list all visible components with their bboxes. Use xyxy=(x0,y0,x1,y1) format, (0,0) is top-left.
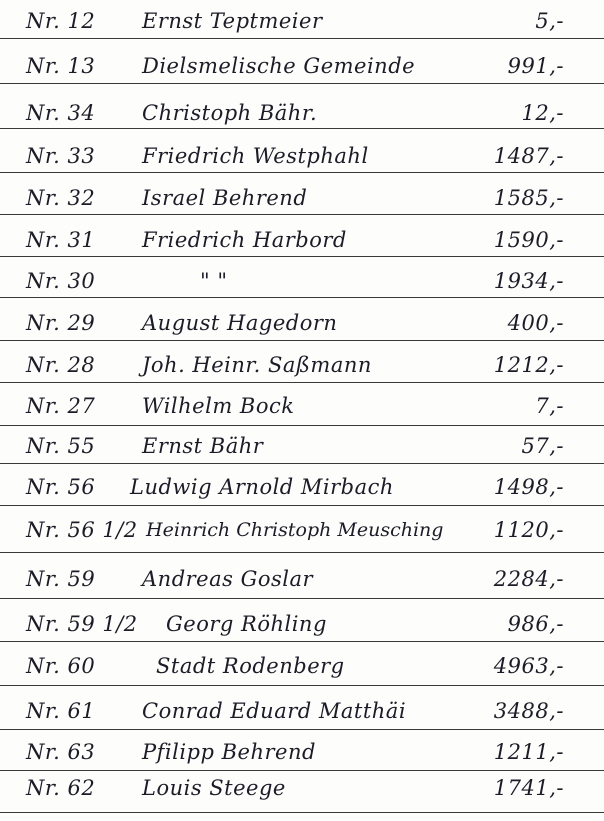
ledger-row xyxy=(0,100,604,140)
entry-name: Friedrich Westphahl xyxy=(142,144,369,168)
entry-number: Nr. 33 xyxy=(26,144,96,168)
ledger-row xyxy=(0,517,604,557)
ledger-row xyxy=(0,739,604,779)
ledger-row xyxy=(0,310,604,350)
entry-name: Louis Steege xyxy=(142,776,286,800)
entry-name: Friedrich Harbord xyxy=(142,228,347,252)
entry-amount: 991,- xyxy=(507,54,564,78)
ledger-row xyxy=(0,268,604,308)
entry-name: Andreas Goslar xyxy=(142,567,314,591)
entry-amount: 1585,- xyxy=(493,186,564,210)
entry-amount: 1498,- xyxy=(493,475,564,499)
ledger-row xyxy=(0,611,604,651)
entry-number: Nr. 34 xyxy=(26,101,96,125)
entry-name: Dielsmelische Gemeinde xyxy=(142,54,416,78)
entry-amount: 5,- xyxy=(535,9,564,33)
entry-amount: 400,- xyxy=(507,311,564,335)
entry-amount: 1741,- xyxy=(493,776,564,800)
entry-name: August Hagedorn xyxy=(142,311,338,335)
ledger-row xyxy=(0,393,604,433)
ledger-row xyxy=(0,775,604,815)
entry-amount: 7,- xyxy=(535,394,564,418)
entry-number: Nr. 13 xyxy=(26,54,96,78)
ledger-row xyxy=(0,143,604,183)
entry-number: Nr. 27 xyxy=(26,394,96,418)
ledger-row xyxy=(0,566,604,606)
entry-name: Stadt Rodenberg xyxy=(156,654,345,678)
entry-number: Nr. 30 xyxy=(26,269,96,293)
entry-number: Nr. 32 xyxy=(26,186,96,210)
entry-amount: 1934,- xyxy=(493,269,564,293)
entry-amount: 1212,- xyxy=(493,353,564,377)
ledger-row xyxy=(0,698,604,738)
entry-number: Nr. 12 xyxy=(26,9,96,33)
entry-number: Nr. 63 xyxy=(26,740,96,764)
entry-number: Nr. 59 xyxy=(26,567,96,591)
ledger-row xyxy=(0,474,604,514)
entry-amount: 2284,- xyxy=(493,567,564,591)
entry-amount: 1120,- xyxy=(493,518,564,542)
ledger-row xyxy=(0,8,604,48)
entry-amount: 57,- xyxy=(521,434,564,458)
ledger-row xyxy=(0,53,604,93)
entry-number: Nr. 60 xyxy=(26,654,96,678)
entry-name: Christoph Bähr. xyxy=(142,101,318,125)
entry-name: Ludwig Arnold Mirbach xyxy=(130,475,394,499)
entry-name: Heinrich Christoph Meusching xyxy=(146,519,444,541)
ledger-row xyxy=(0,352,604,392)
entry-name: Israel Behrend xyxy=(142,186,308,210)
entry-number: Nr. 62 xyxy=(26,776,96,800)
entry-number: Nr. 56 1/2 xyxy=(26,518,138,542)
entry-name: Ernst Bähr xyxy=(142,434,264,458)
ledger-row xyxy=(0,185,604,225)
entry-name: Conrad Eduard Matthäi xyxy=(142,699,407,723)
entry-amount: 4963,- xyxy=(493,654,564,678)
entry-name: Georg Röhling xyxy=(166,612,327,636)
entry-number: Nr. 59 1/2 xyxy=(26,612,138,636)
entry-number: Nr. 55 xyxy=(26,434,96,458)
entry-number: Nr. 29 xyxy=(26,311,96,335)
entry-number: Nr. 31 xyxy=(26,228,96,252)
entry-amount: 3488,- xyxy=(493,699,564,723)
entry-amount: 1211,- xyxy=(493,740,564,764)
entry-name: Wilhelm Bock xyxy=(142,394,295,418)
entry-name: Joh. Heinr. Saßmann xyxy=(142,353,372,377)
entry-name: Ernst Teptmeier xyxy=(142,9,323,33)
entry-number: Nr. 61 xyxy=(26,699,96,723)
entry-amount: 12,- xyxy=(521,101,564,125)
entry-amount: 1590,- xyxy=(493,228,564,252)
entry-number: Nr. 56 xyxy=(26,475,96,499)
entry-amount: 986,- xyxy=(507,612,564,636)
ledger-row xyxy=(0,653,604,693)
entry-amount: 1487,- xyxy=(493,144,564,168)
ledger-row xyxy=(0,227,604,267)
entry-name: Pfilipp Behrend xyxy=(142,740,316,764)
entry-name: " " xyxy=(200,269,228,293)
ledger-row xyxy=(0,433,604,473)
entry-number: Nr. 28 xyxy=(26,353,96,377)
